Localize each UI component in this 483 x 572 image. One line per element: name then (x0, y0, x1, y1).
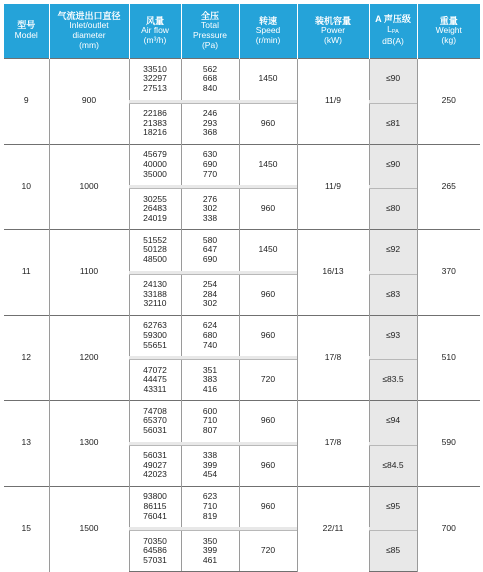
airflow-cell-value: 33188 (143, 288, 167, 299)
sound-level-cell: ≤90 (369, 144, 417, 185)
airflow-cell-value: 44475 (143, 374, 167, 385)
table-row (4, 59, 480, 100)
airflow-cell-value: 40000 (143, 158, 167, 169)
speed-cell: 960 (239, 189, 297, 230)
pressure-cell (181, 360, 239, 401)
airflow-cell (129, 445, 181, 486)
airflow-cell-value: 30255 (143, 193, 167, 204)
model-cell: 9 (4, 59, 49, 145)
airflow-cell-value: 33510 (143, 63, 167, 74)
airflow-cell-value: 32297 (143, 73, 167, 84)
airflow-cell-value: 47072 (143, 364, 167, 375)
airflow-cell (129, 230, 181, 271)
pressure-cell (181, 189, 239, 230)
airflow-cell-value: 26483 (143, 203, 167, 214)
airflow-cell (129, 59, 181, 100)
diameter-cell: 1100 (49, 230, 129, 316)
airflow-cell-value: 65370 (143, 415, 167, 426)
airflow-cell-value: 76041 (143, 510, 167, 521)
airflow-cell-value: 59300 (143, 329, 167, 340)
pressure-cell (181, 59, 239, 100)
weight-cell: 370 (417, 230, 480, 316)
airflow-cell-value: 86115 (143, 500, 167, 511)
pressure-cell-value: 383 (202, 374, 218, 385)
pressure-cell (181, 103, 239, 144)
pressure-cell-value: 624 (202, 320, 218, 331)
airflow-cell-value: 35000 (143, 168, 167, 179)
airflow-cell-value: 70350 (143, 535, 167, 546)
header-sound-level: A 声压级 LPA dB(A) (369, 4, 417, 59)
pressure-cell (181, 315, 239, 356)
airflow-cell-value: 74708 (143, 405, 167, 416)
power-cell: 17/8 (297, 401, 369, 487)
weight-cell: 700 (417, 486, 480, 572)
airflow-cell (129, 360, 181, 401)
pressure-cell (181, 486, 239, 527)
model-cell: 15 (4, 486, 49, 572)
sound-level-cell: ≤84.5 (369, 445, 417, 486)
power-cell: 22/11 (297, 486, 369, 572)
pressure-cell-value: 246 (202, 108, 218, 119)
header-model: 型号 Model (4, 4, 49, 59)
pressure-cell (181, 401, 239, 442)
airflow-cell-value: 24019 (143, 212, 167, 223)
pressure-cell-value: 368 (202, 127, 218, 138)
airflow-cell-value: 62763 (143, 320, 167, 331)
airflow-cell-value: 43311 (143, 383, 167, 394)
airflow-cell-value: 27513 (143, 83, 167, 94)
sound-level-cell: ≤80 (369, 189, 417, 230)
sound-level-cell: ≤92 (369, 230, 417, 271)
speed-cell: 960 (239, 401, 297, 442)
model-cell: 11 (4, 230, 49, 316)
fan-spec-table (4, 4, 480, 572)
pressure-cell-value: 350 (202, 535, 218, 546)
table-body (4, 59, 480, 572)
airflow-cell-value: 57031 (143, 554, 167, 565)
airflow-cell-value: 22186 (143, 108, 167, 119)
pressure-cell-value: 647 (202, 244, 218, 255)
pressure-cell-value: 338 (202, 450, 218, 461)
pressure-cell-value: 399 (202, 545, 218, 556)
power-cell: 16/13 (297, 230, 369, 316)
header-power: 装机容量 Power (kW) (297, 4, 369, 59)
airflow-cell-value: 45679 (143, 149, 167, 160)
pressure-cell (181, 531, 239, 572)
airflow-cell (129, 144, 181, 185)
pressure-cell-value: 623 (202, 491, 218, 502)
airflow-cell-value: 56031 (143, 450, 167, 461)
airflow-cell-value: 56031 (143, 425, 167, 436)
pressure-cell-value: 580 (202, 234, 218, 245)
speed-cell: 1450 (239, 144, 297, 185)
pressure-cell-value: 600 (202, 405, 218, 416)
pressure-cell-value: 819 (202, 510, 218, 521)
pressure-cell-value: 740 (202, 339, 218, 350)
pressure-cell-value: 302 (202, 298, 218, 309)
speed-cell: 720 (239, 531, 297, 572)
speed-cell: 720 (239, 360, 297, 401)
airflow-cell (129, 401, 181, 442)
speed-cell: 960 (239, 445, 297, 486)
sound-level-cell: ≤90 (369, 59, 417, 100)
weight-cell: 265 (417, 144, 480, 230)
power-cell: 11/9 (297, 144, 369, 230)
power-cell: 17/8 (297, 315, 369, 401)
header-weight: 重量 Weight (kg) (417, 4, 480, 59)
sound-level-cell: ≤85 (369, 531, 417, 572)
pressure-cell-value: 416 (202, 383, 218, 394)
airflow-cell-value: 24130 (143, 279, 167, 290)
pressure-cell-value: 710 (202, 415, 218, 426)
speed-cell: 960 (239, 486, 297, 527)
pressure-cell-value: 807 (202, 425, 218, 436)
pressure-cell-value: 461 (202, 554, 218, 565)
model-cell: 10 (4, 144, 49, 230)
header-pressure: 全压 Total Pressure (Pa) (181, 4, 239, 59)
airflow-cell-value: 48500 (143, 254, 167, 265)
airflow-cell (129, 531, 181, 572)
table-row (4, 401, 480, 442)
speed-cell: 960 (239, 274, 297, 315)
airflow-cell-value: 51552 (143, 234, 167, 245)
fan-spec-table-container (4, 4, 480, 572)
pressure-cell-value: 293 (202, 117, 218, 128)
header-speed: 转速 Speed (r/min) (239, 4, 297, 59)
airflow-cell (129, 189, 181, 230)
model-cell: 13 (4, 401, 49, 487)
sound-level-cell: ≤83 (369, 274, 417, 315)
header-row (4, 4, 480, 59)
diameter-cell: 1000 (49, 144, 129, 230)
table-row (4, 486, 480, 527)
speed-cell: 960 (239, 315, 297, 356)
pressure-cell-value: 710 (202, 500, 218, 511)
pressure-cell-value: 630 (202, 149, 218, 160)
airflow-cell-value: 49027 (143, 459, 167, 470)
sound-level-cell: ≤95 (369, 486, 417, 527)
pressure-cell-value: 338 (202, 212, 218, 223)
model-cell: 12 (4, 315, 49, 401)
speed-cell: 1450 (239, 59, 297, 100)
airflow-cell (129, 103, 181, 144)
table-row (4, 315, 480, 356)
pressure-cell (181, 144, 239, 185)
pressure-cell (181, 274, 239, 315)
airflow-cell-value: 55651 (143, 339, 167, 350)
pressure-cell-value: 680 (202, 329, 218, 340)
sound-level-cell: ≤94 (369, 401, 417, 442)
airflow-cell (129, 486, 181, 527)
airflow-cell-value: 93800 (143, 491, 167, 502)
diameter-cell: 900 (49, 59, 129, 145)
speed-cell: 1450 (239, 230, 297, 271)
diameter-cell: 1500 (49, 486, 129, 572)
pressure-cell-value: 284 (202, 288, 218, 299)
pressure-cell-value: 254 (202, 279, 218, 290)
pressure-cell-value: 690 (202, 158, 218, 169)
table-row (4, 144, 480, 185)
pressure-cell-value: 770 (202, 168, 218, 179)
header-airflow: 风量 Air flow (m³/h) (129, 4, 181, 59)
airflow-cell-value: 32110 (143, 298, 167, 309)
diameter-cell: 1300 (49, 401, 129, 487)
pressure-cell-value: 668 (202, 73, 218, 84)
airflow-cell-value: 18216 (143, 127, 167, 138)
pressure-cell-value: 562 (202, 63, 218, 74)
airflow-cell (129, 315, 181, 356)
pressure-cell-value: 276 (202, 193, 218, 204)
diameter-cell: 1200 (49, 315, 129, 401)
pressure-cell-value: 454 (202, 469, 218, 480)
weight-cell: 590 (417, 401, 480, 487)
pressure-cell-value: 351 (202, 364, 218, 375)
power-cell: 11/9 (297, 59, 369, 145)
pressure-cell-value: 690 (202, 254, 218, 265)
pressure-cell-value: 840 (202, 83, 218, 94)
pressure-cell-value: 302 (202, 203, 218, 214)
table-row (4, 230, 480, 271)
airflow-cell-value: 42023 (143, 469, 167, 480)
airflow-cell-value: 50128 (143, 244, 167, 255)
header-diameter: 气流进出口直径 Inlet/outlet diameter (mm) (49, 4, 129, 59)
weight-cell: 250 (417, 59, 480, 145)
pressure-cell (181, 445, 239, 486)
airflow-cell (129, 274, 181, 315)
pressure-cell-value: 399 (202, 459, 218, 470)
sound-level-cell: ≤93 (369, 315, 417, 356)
pressure-cell (181, 230, 239, 271)
sound-level-cell: ≤81 (369, 103, 417, 144)
weight-cell: 510 (417, 315, 480, 401)
sound-level-cell: ≤83.5 (369, 360, 417, 401)
airflow-cell-value: 21383 (143, 117, 167, 128)
airflow-cell-value: 64586 (143, 545, 167, 556)
speed-cell: 960 (239, 103, 297, 144)
